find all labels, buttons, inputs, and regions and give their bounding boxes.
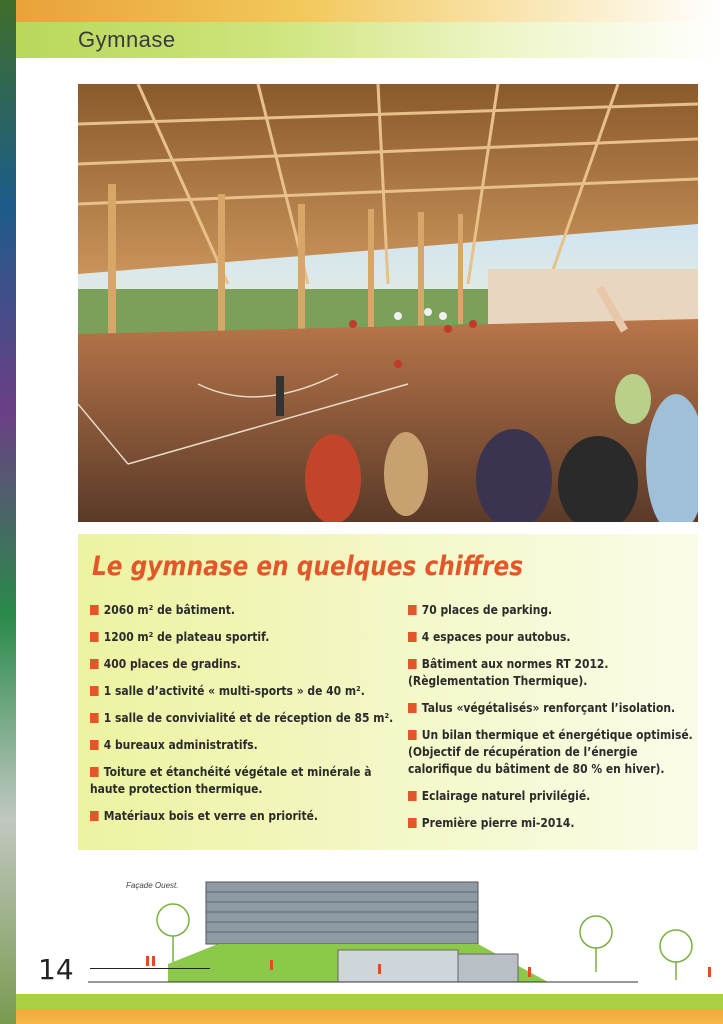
bullet-square — [408, 818, 417, 828]
list-item: 1 salle d’activité « multi-sports » de 40 m². — [90, 682, 399, 699]
gymnasium-rendering — [78, 84, 698, 522]
bullet-square — [90, 740, 99, 750]
list-item: 4 espaces pour autobus. — [408, 628, 695, 645]
bullet-square — [90, 605, 99, 615]
list-item: 1 salle de convivialité et de réception de 85 m². — [90, 709, 399, 726]
bullet-square — [90, 713, 99, 723]
bullet-square — [408, 659, 417, 669]
key-figures-right-column — [408, 601, 696, 831]
bullet-square — [90, 811, 99, 821]
list-item: Première pierre mi-2014. — [408, 814, 695, 831]
bottom-color-bar — [16, 994, 723, 1024]
bullet-square — [90, 686, 99, 696]
list-item: 2060 m² de bâtiment. — [90, 601, 399, 618]
list-item: 70 places de parking. — [408, 601, 695, 618]
bullet-square — [408, 791, 417, 801]
page-edge — [0, 0, 16, 1024]
list-item: Eclairage naturel privilégié. — [408, 787, 695, 804]
key-figures-title: Le gymnase en quelques chiffres — [92, 551, 524, 582]
page-number: 14 — [38, 953, 74, 986]
west-facade-drawing — [78, 872, 723, 992]
top-color-bar — [16, 0, 723, 22]
bullet-square — [408, 730, 417, 740]
bullet-square — [90, 767, 99, 777]
list-item: 400 places de gradins. — [90, 655, 399, 672]
facade-caption: Façade Ouest. — [126, 881, 179, 890]
bullet-square — [408, 703, 417, 713]
list-item: Toiture et étanchéité végétale et minérale à haute protection thermique. — [90, 764, 372, 796]
key-figures-left-column — [90, 601, 400, 824]
list-item: Talus «végétalisés» renforçant l’isolation. — [408, 699, 695, 716]
list-item: Un bilan thermique et énergétique optimisé. (Objectif de récupération de l’énergie calorifique du bâtiment de 80 % en hiver). — [408, 727, 693, 776]
list-item: 1200 m² de plateau sportif. — [90, 628, 399, 645]
list-item: 4 bureaux administratifs. — [90, 736, 399, 753]
list-item: Matériaux bois et verre en priorité. — [90, 807, 399, 824]
list-item: Bâtiment aux normes RT 2012. (Règlementation Thermique). — [408, 656, 609, 688]
bullet-square — [408, 632, 417, 642]
bullet-square — [90, 632, 99, 642]
page-number-rule — [90, 968, 210, 969]
section-title: Gymnase — [78, 27, 176, 52]
bullet-square — [90, 659, 99, 669]
bullet-square — [408, 605, 417, 615]
